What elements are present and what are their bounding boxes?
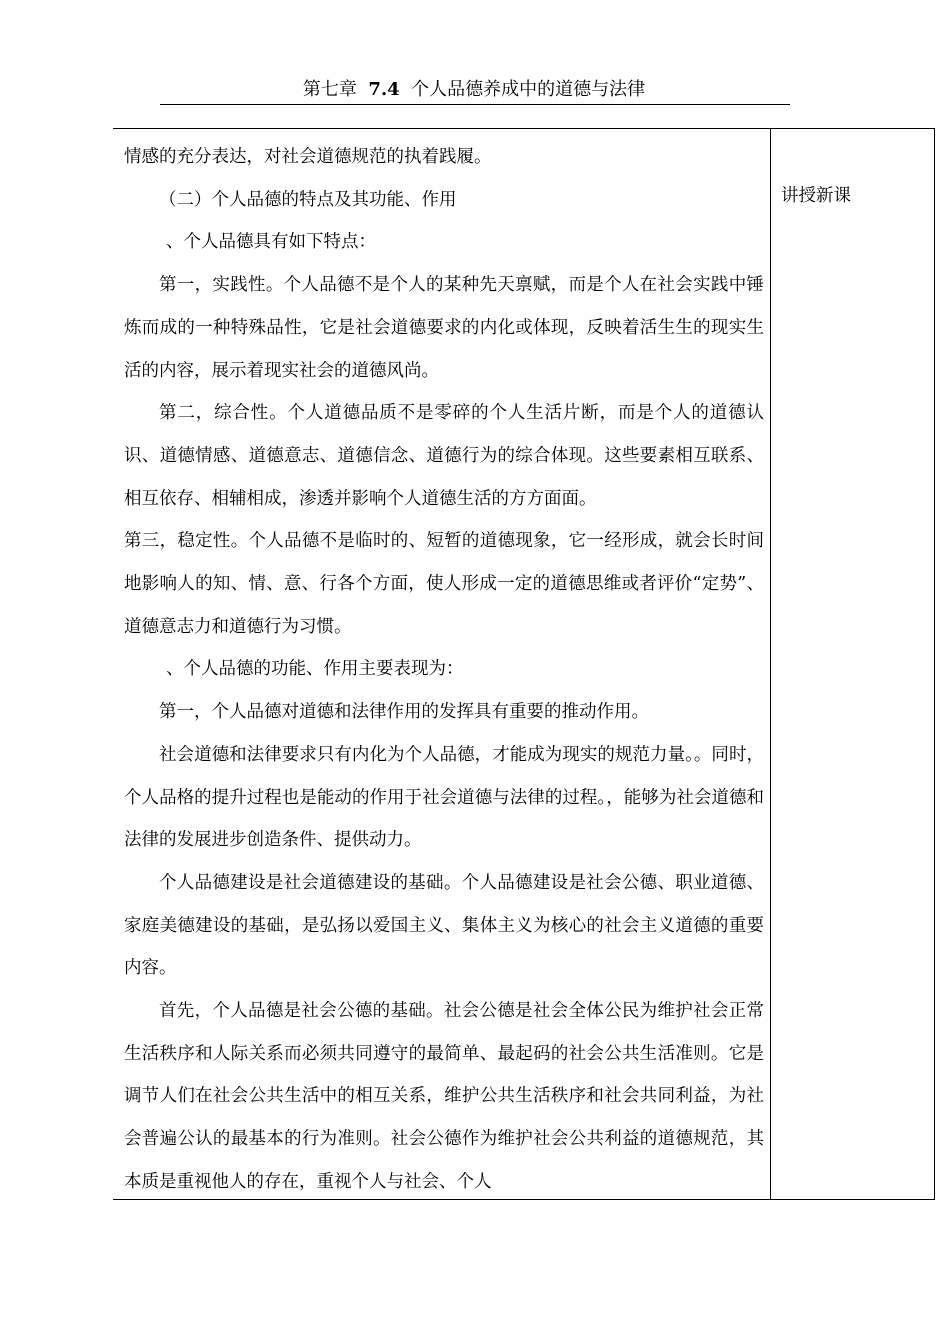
column-divider [770,128,771,1199]
list-heading-functions: 、个人品德的功能、作用主要表现为： [166,659,464,680]
teaching-stage-label: 讲授新课 [781,186,851,206]
paragraph-public-morality: 首先，个人品德是社会公德的基础。社会公德是社会全体公民为维护社会正常生活秩序和人际关系而必须共同遵守的最简单、最起码的社会公共生活准则。它是调节人们在社会公共生活中的相互关系，维护公共生活秩序和社会共同利益，为社会普遍公认的最基本的行为准则。社会公德作为维护社会公共利益的道德规范，其本质是重视他人的存在，重视个人与社会、个人 [124,1001,764,1192]
content-cell [124,136,764,1204]
paragraph-internalization: 社会道德和法律要求只有内化为个人品德，才能成为现实的规范力量。。同时，个人品格的提升过程也是能动的作用于社会道德与法律的过程。，能够为社会道德和法律的发展进步创造条件、提供动力。 [124,744,764,851]
paragraph-comprehensiveness: 第二，综合性。个人道德品质不是零碎的个人生活片断，而是个人的道德认识、道德情感、道德意志、道德信念、道德行为的综合体现。这些要素相互联系、相互依存、相辅相成，渗透并影响个人道德生活的方方面面。 [124,403,764,509]
paragraph-foundation: 个人品德建设是社会道德建设的基础。个人品德建设是社会公德、职业道德、家庭美德建设的基础，是弘扬以爱国主义、集体主义为核心的社会主义道德的重要内容。 [124,872,764,979]
section-number: 7.4 [368,79,400,100]
header-rule [160,104,790,105]
table-right-border [934,128,935,1199]
section-title: 个人品德养成中的道德与法律 [411,79,646,100]
paragraph-continuation: 情感的充分表达，对社会道德规范的执着践履。 [124,147,492,167]
subsection-heading: （二）个人品德的特点及其功能、作用 [159,189,457,210]
page-header [160,78,788,102]
paragraph-stability: 第三，稳定性。个人品德不是临时的、短暂的道德现象，它一经形成，就会长时间地影响人的知、情、意、行各个方面，使人形成一定的道德思维或者评价“定势”、道德意志力和道德行为习惯。 [124,531,764,637]
paragraph-practicality: 第一，实践性。个人品德不是个人的某种先天禀赋，而是个人在社会实践中锤炼而成的一种特殊品性，它是社会道德要求的内化或体现，反映着活生生的现实生活的内容，展示着现实社会的道德风尚。 [124,275,764,381]
list-heading-features: 、个人品德具有如下特点： [166,232,376,253]
paragraph-function-first: 第一，个人品德对道德和法律作用的发挥具有重要的推动作用。 [159,702,649,723]
teaching-stage-cell [781,181,921,211]
chapter-label: 第七章 [302,79,357,100]
